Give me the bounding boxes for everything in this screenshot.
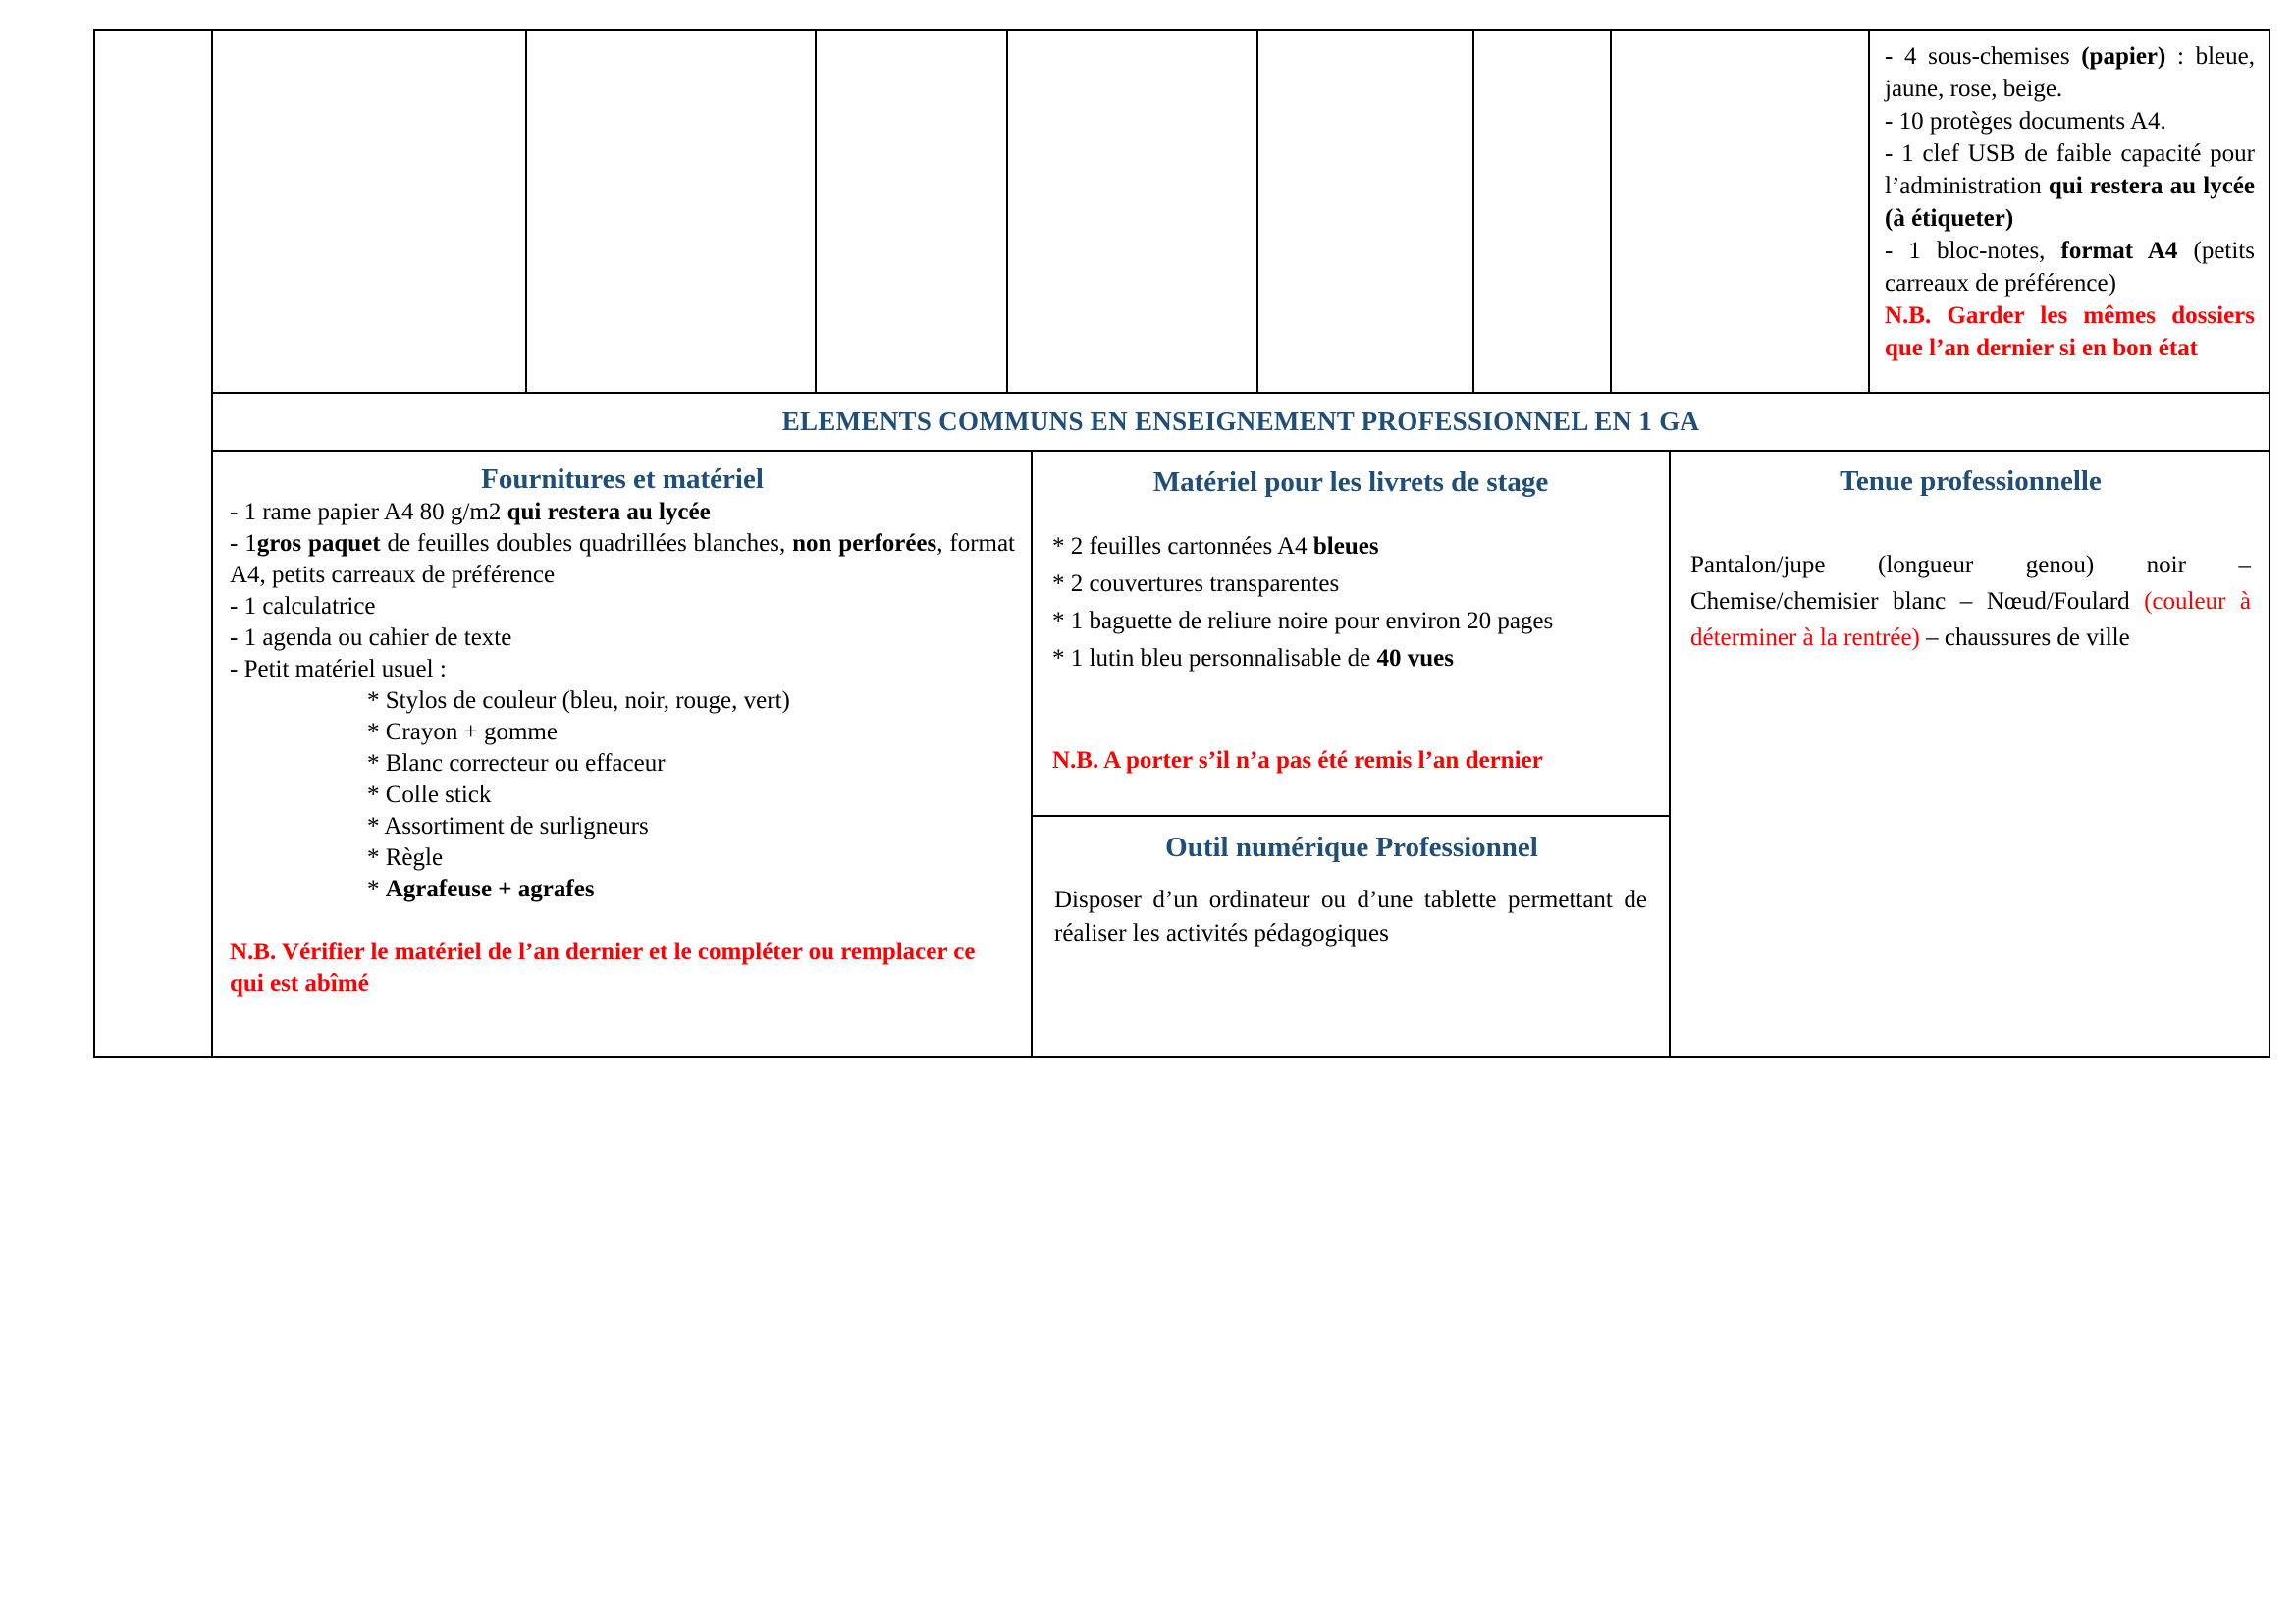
tenue-text bbox=[1690, 547, 2251, 656]
text-segment: Pantalon/jupe (longueur genou) noir – Chemise/chemisier blanc – Nœud/Foulard bbox=[1690, 552, 2251, 615]
fournitures-cell bbox=[213, 452, 1033, 1056]
fournitures-list bbox=[230, 497, 1015, 1000]
text-line bbox=[1052, 528, 1649, 566]
text-line bbox=[230, 497, 1015, 528]
text-line bbox=[230, 780, 1015, 811]
text-segment: (couleur à déterminer à la rentrée) bbox=[1690, 588, 2252, 651]
empty-cell bbox=[1474, 31, 1612, 392]
empty-cell bbox=[527, 31, 817, 392]
text-line bbox=[1052, 603, 1649, 640]
text-line bbox=[230, 591, 1015, 623]
text-segment: 40 vues bbox=[1376, 645, 1454, 672]
table-body bbox=[213, 31, 2269, 1056]
empty-cell bbox=[1008, 31, 1258, 392]
text-segment: (papier) bbox=[2081, 43, 2166, 70]
text-line bbox=[1885, 235, 2255, 299]
outil-text bbox=[1052, 884, 1651, 950]
text-segment: gros paquet bbox=[256, 530, 381, 557]
text-segment: Agrafeuse + agrafes bbox=[385, 876, 595, 902]
text-segment: de feuilles doubles quadrillées blanches, bbox=[380, 530, 793, 557]
table-top-row bbox=[213, 31, 2269, 392]
text-line bbox=[230, 528, 1015, 591]
text-line bbox=[230, 623, 1015, 654]
text-line bbox=[230, 811, 1015, 842]
text-segment: - 1 clef USB de faible capacité pour l’administration bbox=[1885, 140, 2255, 199]
text-segment: Disposer d’un ordinateur ou d’une tablette permettant de réaliser les activités pédagogiques bbox=[1054, 887, 1647, 947]
text-line bbox=[1052, 884, 1651, 950]
text-line bbox=[230, 874, 1015, 905]
text-segment: * Assortiment de surligneurs bbox=[367, 813, 649, 839]
text-segment: N.B. A porter s’il n’a pas été remis l’an dernier bbox=[1052, 747, 1543, 774]
text-segment: - 1 agenda ou cahier de texte bbox=[230, 624, 512, 651]
empty-cell bbox=[1612, 31, 1870, 392]
outil-heading: Outil numérique Professionnel bbox=[1165, 832, 1538, 863]
text-segment: * 2 feuilles cartonnées A4 bbox=[1052, 533, 1313, 560]
empty-cell bbox=[817, 31, 1008, 392]
tenue-cell bbox=[1671, 452, 2269, 1056]
text-segment: N.B. Vérifier le matériel de l’an dernier et le compléter ou remplacer ce qui est abîmé bbox=[230, 939, 976, 997]
middle-column bbox=[1033, 452, 1671, 1056]
text-segment: * bbox=[367, 876, 386, 902]
text-segment: - 1 bloc-notes, bbox=[1885, 238, 2061, 264]
empty-cell bbox=[213, 31, 527, 392]
text-segment: non perforées bbox=[792, 530, 937, 557]
text-segment: - 10 protèges documents A4. bbox=[1885, 108, 2166, 135]
text-segment: (petits carreaux de préférence) bbox=[1885, 238, 2256, 297]
text-line bbox=[1690, 547, 2251, 656]
text-line bbox=[1052, 640, 1649, 677]
text-segment: : bleue, jaune, rose, beige. bbox=[1885, 43, 2255, 102]
text-line bbox=[230, 717, 1015, 748]
text-line bbox=[230, 654, 1015, 685]
text-line bbox=[230, 842, 1015, 874]
text-line bbox=[1885, 40, 2255, 105]
text-segment: – chaussures de ville bbox=[1919, 624, 2130, 651]
common-elements-banner bbox=[213, 392, 2269, 452]
livrets-list bbox=[1052, 528, 1649, 780]
text-segment: * Blanc correcteur ou effaceur bbox=[367, 750, 666, 777]
text-segment: - 1 calculatrice bbox=[230, 593, 376, 620]
text-segment: qui restera au lycée bbox=[507, 499, 711, 525]
text-segment: * Colle stick bbox=[367, 782, 492, 808]
text-segment: * Crayon + gomme bbox=[367, 719, 558, 745]
text-segment: * 1 lutin bleu personnalisable de bbox=[1052, 645, 1377, 672]
text-segment: * Stylos de couleur (bleu, noir, rouge, vert) bbox=[367, 687, 790, 714]
text-segment: N.B. Garder les mêmes dossiers que l’an dernier si en bon état bbox=[1885, 302, 2255, 361]
text-line bbox=[1885, 299, 2255, 364]
text-line bbox=[230, 748, 1015, 780]
livrets-cell bbox=[1033, 452, 1669, 817]
text-line bbox=[230, 937, 1015, 1000]
text-segment: - Petit matériel usuel : bbox=[230, 656, 447, 682]
outil-cell bbox=[1033, 817, 1669, 1056]
text-segment: - 1 bbox=[230, 530, 257, 557]
text-segment: qui restera au lycée (à étiqueter) bbox=[1885, 173, 2255, 232]
text-line bbox=[1052, 566, 1649, 603]
text-segment: - 1 rame papier A4 80 g/m2 bbox=[230, 499, 507, 525]
text-line bbox=[1052, 742, 1649, 780]
fournitures-heading: Fournitures et matériel bbox=[481, 463, 764, 495]
supplies-table bbox=[93, 29, 2270, 1058]
text-line bbox=[1885, 105, 2255, 137]
text-segment: , format A4, petits carreaux de préférence bbox=[230, 530, 1016, 588]
text-segment: * Règle bbox=[367, 844, 444, 871]
text-line bbox=[230, 685, 1015, 717]
livrets-heading: Matériel pour les livrets de stage bbox=[1152, 466, 1549, 498]
empty-cell bbox=[1258, 31, 1474, 392]
tenue-heading: Tenue professionnelle bbox=[1840, 465, 2102, 497]
text-segment: bleues bbox=[1312, 533, 1379, 560]
text-line bbox=[1885, 137, 2255, 235]
admin-supplies-cell bbox=[1870, 31, 2269, 392]
text-segment: - 4 sous-chemises bbox=[1885, 43, 2082, 70]
three-column-section bbox=[213, 452, 2269, 1056]
banner-title: ELEMENTS COMMUNS EN ENSEIGNEMENT PROFESSIONNEL EN 1 GA bbox=[781, 406, 1700, 436]
table-left-spacer-column bbox=[95, 31, 213, 1056]
text-segment: format A4 bbox=[2060, 238, 2178, 264]
text-segment: * 2 couvertures transparentes bbox=[1052, 570, 1340, 597]
text-segment: * 1 baguette de reliure noire pour environ 20 pages bbox=[1052, 608, 1554, 634]
